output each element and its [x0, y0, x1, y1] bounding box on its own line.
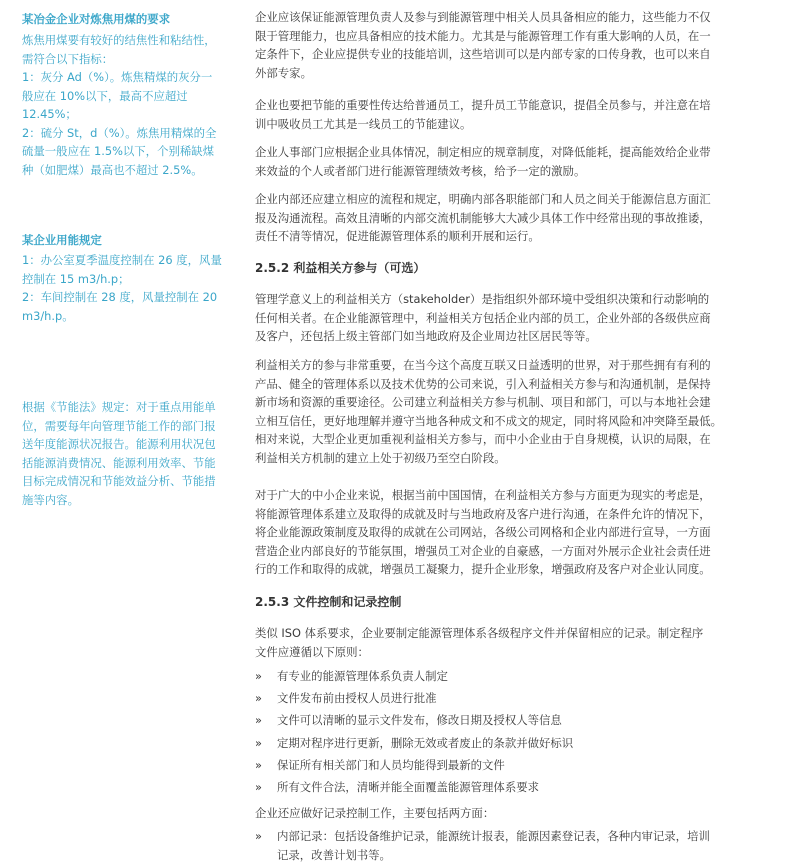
bullet-marker: »: [255, 829, 262, 843]
section-heading-2-5-3: 2.5.3 文件控制和记录控制: [255, 595, 402, 609]
text-line: 责任不清等情况，促进能源管理体系的顺利开展和运行。: [255, 229, 540, 243]
text-line: 对于广大的中小企业来说，根据当前中国国情，在利益相关方参与方面更为现实的考虑是，: [255, 488, 711, 502]
list-item-text: 有专业的能源管理体系负责人制定: [277, 669, 448, 683]
list-item: [255, 667, 723, 689]
list-item: [255, 689, 723, 711]
note-line: 送年度能源状况报告。能源利用状况包: [22, 437, 216, 451]
list-item-text: 定期对程序进行更新，删除无效或者废止的条款并做好标识: [277, 735, 574, 750]
note-coal-body: [22, 31, 237, 179]
note-line: 1：灰分 Ad（%）。炼焦精煤的灰分一: [22, 70, 213, 84]
text-line: 立相互信任，更好地理解并遵守当地各种成文和不成文的规定，同时将风险和冲突降至最低。: [255, 413, 723, 428]
list-item-text: 保证所有相关部门和人员均能得到最新的文件: [277, 757, 505, 772]
note-line: 炼焦用煤要有较好的结焦性和粘结性，: [22, 33, 216, 47]
paragraph-hr: [255, 143, 711, 180]
text-line: 记录，改善计划书等。: [277, 847, 391, 862]
text-line: 利益相关方机制的建立上处于初级乃至空白阶段。: [255, 450, 506, 465]
note-line: 种（如肥煤）最高也不超过 2.5%。: [22, 162, 203, 177]
section-heading-2-5-2: 2.5.2 利益相关方参与（可选）: [255, 261, 426, 275]
list-item-text: 文件可以清晰的显示文件发布，修改日期及授权人等信息: [277, 713, 562, 728]
text-line: 行的工作和取得的成就，增强员工凝聚力，提升企业形象，增强政府及客户对企业认同度。: [255, 562, 711, 576]
paragraph-sme: [255, 486, 711, 579]
note-energy-body: [22, 251, 237, 325]
text-line: 任何相关者。在企业能源管理中，利益相关方包括企业内部的员工，企业外部的各级供应商: [255, 310, 711, 325]
note-line: 需符合以下指标：: [22, 51, 114, 66]
text-line: 内部记录：包括设备维护记录，能源统计报表，能源因素登记表，各种内审记录，培训: [277, 829, 710, 843]
note-line: 2：硫分 St，d（%）。炼焦用精煤的全: [22, 125, 217, 140]
paragraph-awareness: [255, 96, 711, 133]
text-line: 文件应遵循以下原则：: [255, 644, 369, 659]
text-line: 企业应该保证能源管理负责人及参与到能源管理中相关人员具备相应的能力，这些能力不仅: [255, 10, 711, 24]
note-line: 施等内容。: [22, 492, 79, 507]
note-line: 2：车间控制在 28 度，风量控制在 20: [22, 290, 218, 304]
note-line: 12.45%；: [22, 107, 77, 121]
text-line: 报及沟通流程。高效且清晰的内部交流机制能够大大减少具体工作中经常出现的事故推诿，: [255, 210, 711, 225]
bullet-marker: »: [255, 757, 262, 772]
text-line: 来效益的个人或者部门进行能源管理绩效考核，给予一定的激励。: [255, 163, 586, 178]
paragraph-stakeholder-definition: [255, 290, 711, 346]
bullet-marker: »: [255, 691, 262, 706]
text-line: 限于管理能力，也应具备相应的技术能力。尤其是与能源管理工作有重大影响的人员，在一: [255, 28, 711, 43]
text-line: 将能源管理体系建立及取得的成就及时与当地政府及客户进行沟通，在条件允许的情况下，: [255, 506, 711, 521]
text-line: 营造企业内部良好的节能氛围，增强员工对企业的自豪感，一方面对外展示企业社会责任进: [255, 543, 711, 558]
list-item: [255, 756, 723, 778]
text-line: 定条件下，企业应提供专业的技能培训，这些培训可以是内部专家的口传身教，也可以来自: [255, 47, 711, 61]
note-line: 位，需要每年向管理节能工作的部门报: [22, 418, 216, 433]
note-line: 控制在 15 m3/h.p；: [22, 271, 130, 286]
paragraph-iso: [255, 624, 703, 661]
text-line: 利益相关方的参与非常重要，在当今这个高度互联又日益透明的世界，对于那些拥有有利的: [255, 358, 711, 372]
text-line: 类似 ISO 体系要求，企业要制定能源管理体系各级程序文件并保留相应的记录。制定程序: [255, 626, 704, 640]
note-title-energy: 某企业用能规定: [22, 233, 102, 247]
records-list-item: [255, 827, 727, 864]
text-line: 外部专家。: [255, 65, 312, 80]
note-law-body: [22, 398, 237, 509]
note-line: 目标完成情况和节能效益分析、节能措: [22, 474, 216, 488]
list-item: [255, 734, 723, 756]
list-item: [255, 711, 723, 733]
paragraph-records: 企业还应做好记录控制工作，主要包括两方面：: [255, 806, 495, 820]
paragraph-process: [255, 190, 711, 246]
text-line: 企业内部还应建立相应的流程和规定，明确内部各职能部门和人员之间关于能源信息方面汇: [255, 192, 711, 206]
text-line: 企业人事部门应根据企业具体情况，制定相应的规章制度，对降低能耗，提高能效给企业带: [255, 145, 711, 159]
note-title-coal: 某冶金企业对炼焦用煤的要求: [22, 12, 171, 26]
list-item-text: 文件发布前由授权人员进行批准: [277, 691, 437, 706]
note-line: 般应在 10%以下，最高不应超过: [22, 88, 188, 103]
note-line: 硫量一般应在 1.5%以下，个别稀缺煤: [22, 144, 215, 158]
text-line: 管理学意义上的利益相关方（stakeholder）是指组织外部环境中受组织决策和行动影响的: [255, 292, 710, 306]
note-line: 1：办公室夏季温度控制在 26 度，风量: [22, 253, 222, 267]
list-item: [255, 778, 723, 800]
bullet-marker: »: [255, 779, 262, 794]
text-line: 企业也要把节能的重要性传达给普通员工，提升员工节能意识，提倡全员参与，并注意在培: [255, 98, 711, 112]
list-item-text: 所有文件合法，清晰并能全面覆盖能源管理体系要求: [277, 779, 539, 794]
bullet-marker: »: [255, 735, 262, 750]
text-line: 相对来说，大型企业更加重视利益相关方参与，而中小企业由于自身规模，认识的局限，在: [255, 432, 711, 446]
paragraph-stakeholder-importance: [255, 356, 722, 467]
text-line: 新市场和资源的重要途径。公司建立利益相关方参与机制、项目和部门，可以与本地社会建: [255, 395, 711, 409]
note-line: 根据《节能法》规定：对于重点用能单: [22, 400, 216, 414]
text-line: 及客户，还包括上级主管部门如当地政府及企业周边社区居民等等。: [255, 329, 597, 343]
bullet-marker: »: [255, 669, 262, 683]
note-line: m3/h.p。: [22, 308, 74, 323]
paragraph-competence: [255, 8, 711, 82]
bullet-marker: »: [255, 713, 262, 728]
note-line: 括能源消费情况、能源利用效率、节能: [22, 455, 216, 470]
text-line: 训中吸收员工尤其是一线员工的节能建议。: [255, 116, 472, 131]
text-line: 产品、健全的管理体系以及技术优势的公司来说，引入利益相关方参与和沟通机制，是保持: [255, 376, 711, 391]
text-line: 将企业能源政策制度及取得的成就在公司网站，各级公司网格和企业内部进行宣导，一方面: [255, 525, 711, 539]
principles-list: [255, 667, 723, 800]
